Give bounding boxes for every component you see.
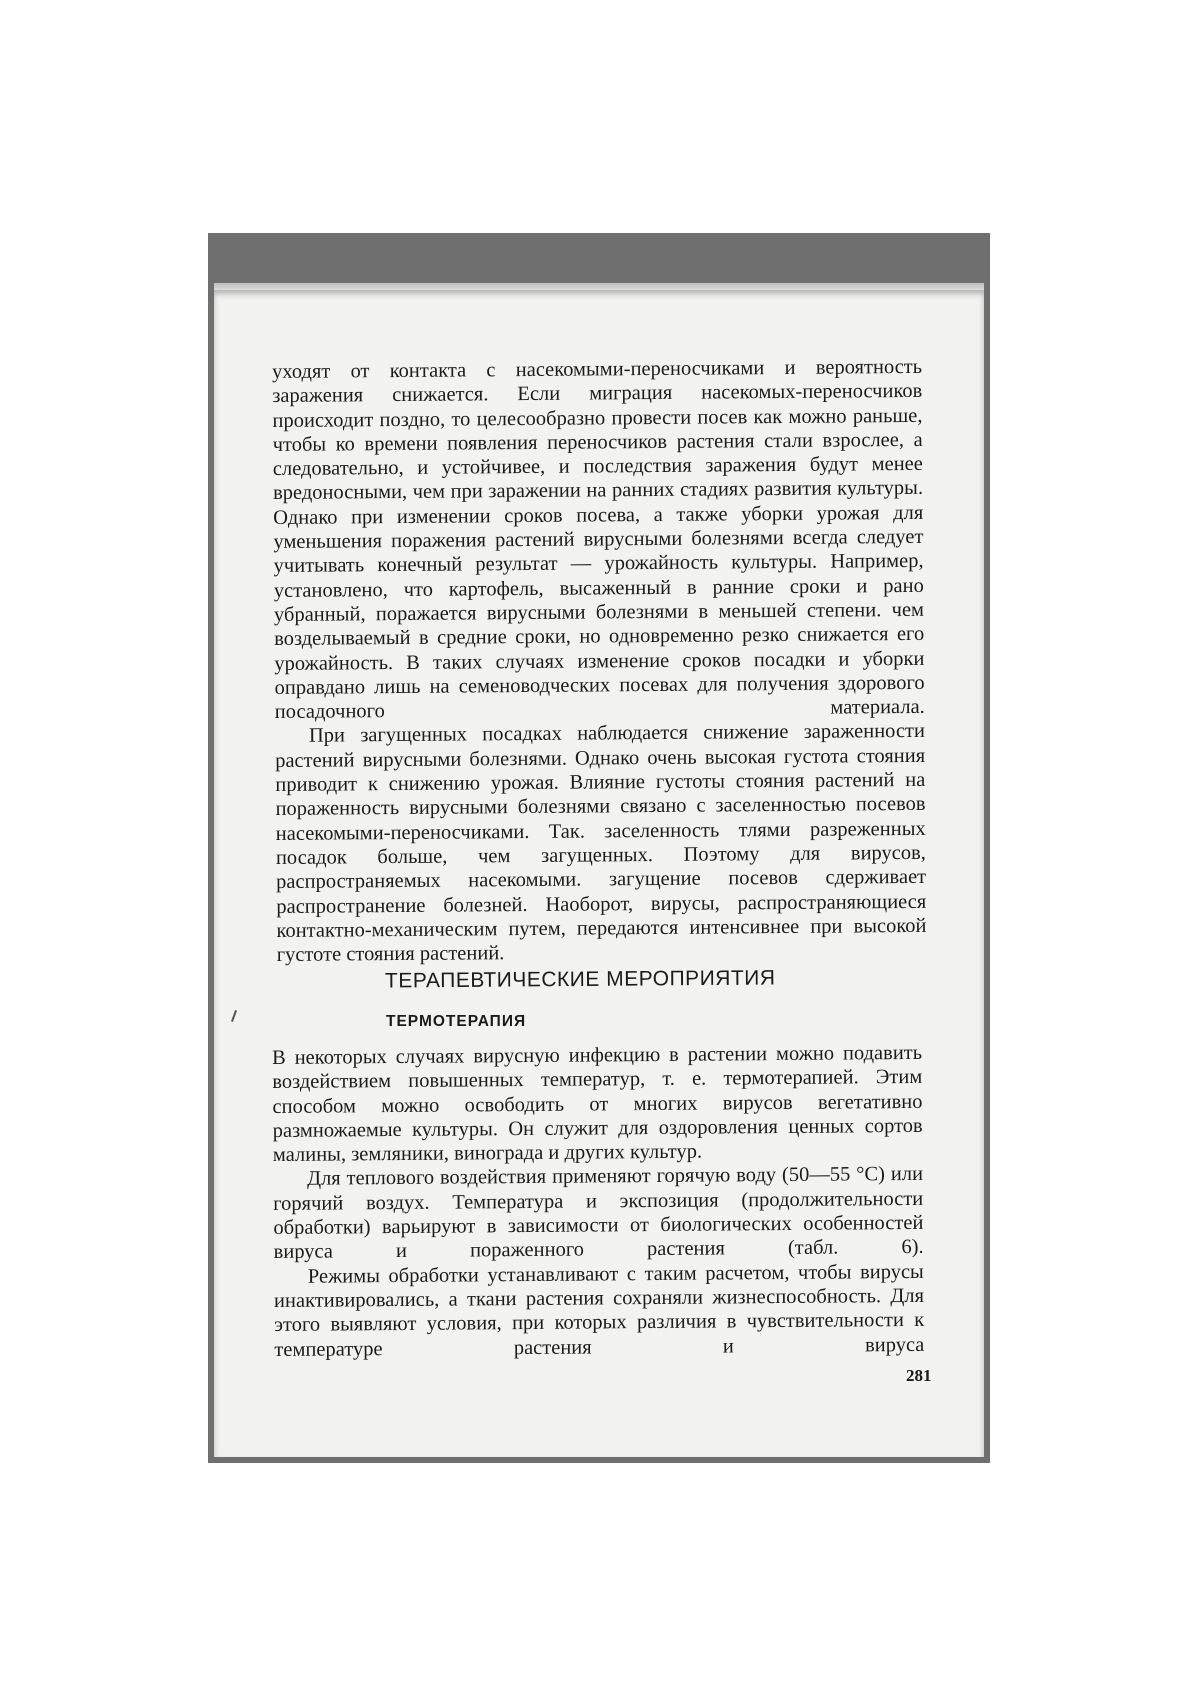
sub-heading: ТЕРМОТЕРАПИЯ xyxy=(386,1013,527,1030)
paragraph-3: В некоторых случаях вирусную инфекцию в растении можно подавить воздействием повышенных температур, т. е. термотерапией. Этим способом можно освободить от многих вирусов вегетативно размножаемые культуры. Он служит для оздоровления ценных сортов малины, земляники, винограда и других культур. xyxy=(272,1041,923,1167)
paragraph-1: уходят от контакта с насекомыми-переносчиками и вероятность заражения снижается. Если миграция насекомых-переносчиков происходит поздно, то целесообразно провести посев как можно раньше, чтобы ко времени появления переносчиков растения стали взрослее, а следовательно, и устойчивее, и последствия заражения будут менее вредоносными, чем при заражении на ранних стадиях развития культуры. Однако при изменении сроков посева, а также уборки урожая для уменьшения поражения растений вирусными болезнями всегда следует учитывать конечный результат — урожайность культуры. Например, установлено, что картофель, высаженный в ранние сроки и рано убранный, поражается вирусными болезнями в меньшей степени. чем возделываемый в средние сроки, но одновременно резко снижается его урожайность. В таких случаях изменение сроков посадки и уборки оправдано лишь на семеноводческих посевах для получения здорового посадочного материала. xyxy=(272,355,925,724)
page-number: 281 xyxy=(906,1366,932,1385)
section-heading: ТЕРАПЕВТИЧЕСКИЕ МЕРОПРИЯТИЯ xyxy=(384,966,776,993)
top-text-block xyxy=(272,355,927,968)
paragraph-4: Для теплового воздействия применяют горячую воду (50—55 °С) или горячий воздух. Температура и экспозиция (продолжительности обработки) варьируют в зависимости от биологических особенностей вируса и пораженного растения (табл. 6). xyxy=(273,1163,924,1264)
paragraph-5: Режимы обработки устанавливают с таким расчетом, чтобы вирусы инактивировались, а ткани растения сохраняли жизнеспособность. Для этого выявляют условия, при которых различия в чувствительности к температуре растения и вируса xyxy=(273,1260,925,1361)
bottom-text-block xyxy=(272,1041,924,1362)
paragraph-2: При загущенных посадках наблюдается снижение зараженности растений вирусными болезнями. Однако очень высокая густота стояния приводит к снижению урожая. Влияние густоты стояния растений на пораженность вирусными болезнями связано с заселенностью посевов насекомыми-переносчиками. Так. заселенность тлями разреженных посадок больше, чем загущенных. Поэтому для вирусов, распространяемых насекомыми. загущение посевов сдерживает распространение болезней. Наоборот, вирусы, распространяющиеся контактно-механическим путем, передаются интенсивнее при высокой густоте стояния растений. xyxy=(275,720,927,967)
